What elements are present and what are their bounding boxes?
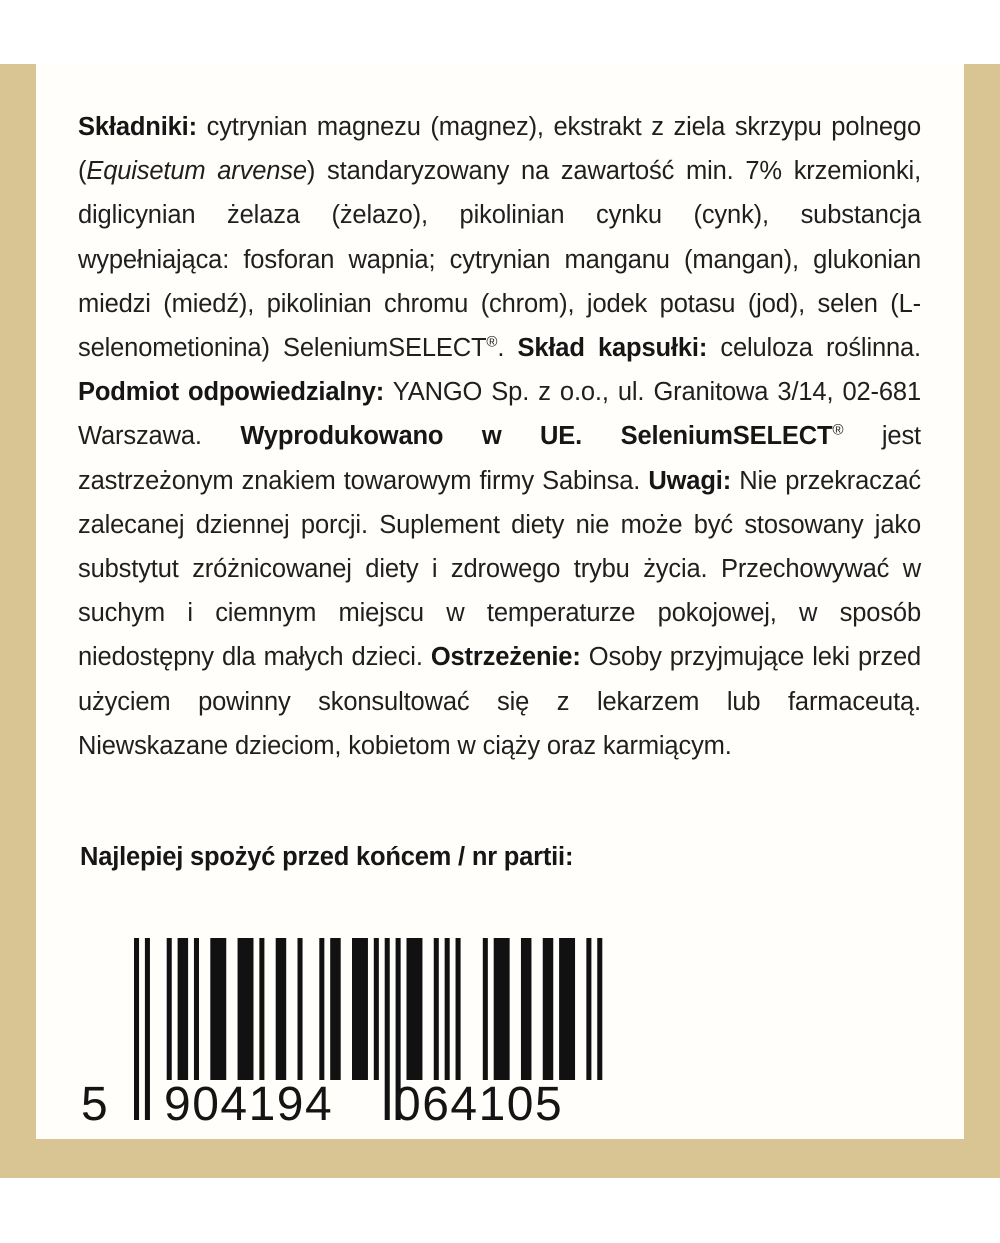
responsible-text: YANGO Sp. z o.o., ul. Granitowa 3/14, 02-681 Warszawa.	[78, 378, 921, 451]
barcode-digits-right: 064105	[394, 1078, 564, 1128]
barcode-bar-8	[276, 938, 287, 1080]
ingredients-text: cytrynian magnezu (magnez), ekstrakt z ziela skrzypu polnego (	[78, 113, 921, 186]
barcode-bar-10	[319, 938, 324, 1080]
barcode-bar-0	[134, 938, 139, 1120]
latin-name: Equisetum arvense	[86, 157, 307, 186]
barcode-bar-3	[178, 938, 189, 1080]
barcode-bar-14	[385, 938, 390, 1120]
ingredients-text-2: ) standaryzowany na zawartość min. 7% krzemionki, diglicynian żelaza (żelazo), pikolinian cynku (cynk), substancja wypełniająca: fosforan wapnia; cytrynian manganu (mangan), glukonian miedzi (miedź), pikolinian chromu (chrom), jodek potasu (jod), selen (L-selenometionina) SeleniumSELECT	[78, 157, 921, 363]
ingredients-end: .	[497, 334, 518, 363]
notes-label: Uwagi:	[648, 466, 732, 495]
barcode-bar-19	[456, 938, 461, 1080]
trademark-text: jest zastrzeżonym znakiem towarowym firmy Sabinsa.	[78, 422, 921, 495]
made-in-label: Wyprodukowano w UE.	[240, 422, 583, 451]
barcode-graphic	[78, 938, 608, 1128]
barcode-bar-11	[330, 938, 341, 1080]
barcode-digit-first: 5	[81, 1078, 108, 1128]
registered-mark: ®	[486, 333, 498, 351]
barcode-bar-26	[597, 938, 602, 1080]
barcode-bar-23	[543, 938, 554, 1080]
warning-label: Ostrzeżenie:	[430, 643, 581, 672]
barcode-bar-1	[145, 938, 150, 1120]
barcode-bar-12	[352, 938, 368, 1080]
barcode-bar-24	[559, 938, 575, 1080]
barcode-bar-25	[586, 938, 591, 1080]
barcode-bar-22	[521, 938, 532, 1080]
barcode-bar-9	[298, 938, 303, 1080]
barcode-bar-7	[259, 938, 264, 1080]
best-before-label: Najlepiej spożyć przed końcem / nr partii:	[80, 843, 574, 871]
barcode-bar-18	[445, 938, 450, 1080]
barcode-bar-16	[407, 938, 423, 1080]
brand-name: SeleniumSELECT	[620, 422, 833, 451]
responsible-label: Podmiot odpowiedzialny:	[78, 378, 385, 407]
barcode-bar-5	[210, 938, 226, 1080]
capsule-label: Skład kapsułki:	[517, 334, 708, 363]
barcode-bar-20	[483, 938, 488, 1080]
barcode-digits-left: 904194	[164, 1078, 334, 1128]
barcode-bar-2	[167, 938, 172, 1080]
warning-text: Osoby przyjmujące leki przed użyciem powinny skonsultować się z lekarzem lub farmaceutą. Niewskazane dzieciom, kobietom w ciąży oraz karmiącym.	[78, 643, 922, 760]
capsule-text: celuloza roślinna.	[707, 334, 921, 363]
notes-text: Nie przekraczać zalecanej dziennej porcji. Suplement diety nie może być stosowany jako substytut zróżnicowanej diety i zdrowego trybu życia. Przechowywać w suchym i ciemnym miejscu w temperaturze pokojowej, w sposób niedostępny dla małych dzieci.	[78, 466, 922, 672]
barcode-bar-21	[494, 938, 510, 1080]
barcode-bar-6	[238, 938, 254, 1080]
barcode-bar-13	[374, 938, 379, 1080]
brand-registered-mark: ®	[832, 421, 844, 439]
barcode-bar-4	[194, 938, 199, 1080]
barcode-bar-17	[434, 938, 439, 1080]
ingredients-paragraph	[78, 105, 921, 768]
barcode	[78, 938, 608, 1128]
ingredients-label: Składniki:	[78, 113, 197, 141]
